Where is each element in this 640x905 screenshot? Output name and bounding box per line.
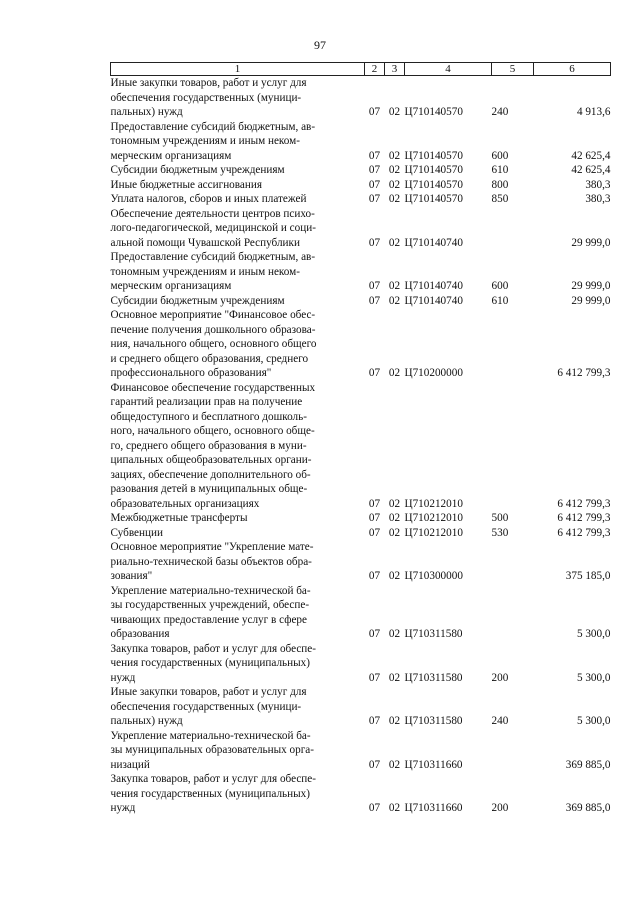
- table-row: [111, 120, 611, 164]
- table-row: [111, 729, 611, 773]
- row-name-line: обеспечения государственных (муници-: [110, 700, 302, 713]
- table-row: [111, 250, 611, 294]
- expense-type-code: 530: [491, 526, 509, 539]
- target-article-code: Ц710300000: [404, 570, 463, 582]
- target-article-code: Ц710311580: [404, 628, 463, 640]
- row-name-line: зациях, обеспечение дополнительного об-: [110, 468, 311, 481]
- expense-type-code: [492, 308, 534, 381]
- row-name: [111, 729, 365, 773]
- expense-type-code: [492, 584, 534, 642]
- row-name-line: образовательных организациях: [110, 497, 260, 510]
- header-row: [111, 63, 611, 76]
- row-name: [111, 526, 365, 541]
- row-name-line: Уплата налогов, сборов и иных платежей: [110, 193, 307, 205]
- target-article-code: Ц710140740: [404, 236, 463, 249]
- row-name-line: го, среднего общего образования в муни-: [110, 439, 307, 452]
- subsection-code: 02: [388, 802, 401, 814]
- target-article-code: Ц710212010: [404, 497, 463, 510]
- table-row: [111, 584, 611, 642]
- row-name-line: и среднего общего образования, среднего: [110, 352, 309, 365]
- row-name-line: ния, начального общего, основного общего: [110, 338, 317, 350]
- target-article-code: Ц710311660: [404, 758, 463, 771]
- row-name: [111, 642, 365, 686]
- row-name-line: ного, начального общего, основного обще-: [110, 425, 315, 437]
- table-row: [111, 76, 611, 120]
- row-name-line: тономным учреждениям и иным неком-: [110, 265, 300, 278]
- section-code: 07: [368, 628, 381, 640]
- subsection-code: 02: [388, 671, 401, 684]
- row-name: [111, 584, 365, 642]
- subsection-code: 02: [388, 178, 401, 191]
- amount-value: 29 999,0: [571, 280, 611, 292]
- table-body: [111, 76, 611, 816]
- column-header-1: 1: [111, 63, 365, 76]
- row-name-line: ципальных общеобразовательных органи-: [110, 454, 312, 466]
- table-row: [111, 163, 611, 178]
- row-name-line: мерческим организациям: [110, 149, 232, 162]
- section-code: 07: [368, 497, 381, 510]
- expense-type-code: [492, 729, 534, 773]
- target-article-code: Ц710140570: [404, 178, 463, 191]
- row-name-line: зования": [110, 570, 153, 582]
- target-article-code: Ц710140570: [404, 149, 463, 162]
- expense-type-code: 610: [491, 164, 509, 176]
- amount-value: 29 999,0: [571, 236, 611, 249]
- table-row: [111, 381, 611, 512]
- table-row: [111, 685, 611, 729]
- table-row: [111, 178, 611, 193]
- section-code: 07: [368, 106, 381, 118]
- subsection-code: 02: [388, 715, 401, 727]
- row-name-line: Субвенции: [110, 526, 163, 539]
- target-article-code: Ц710311660: [404, 802, 463, 814]
- target-article-code: Ц710212010: [404, 526, 463, 539]
- row-name-line: нужд: [110, 671, 136, 684]
- column-header-2: 2: [365, 63, 385, 76]
- row-name-line: Предоставление субсидий бюджетным, ав-: [110, 120, 316, 133]
- section-code: 07: [368, 512, 381, 524]
- amount-value: 5 300,0: [576, 671, 611, 684]
- amount-value: 42 625,4: [571, 149, 611, 162]
- row-name-line: Субсидии бюджетным учреждениям: [110, 164, 285, 176]
- row-name-line: зы государственных учреждений, обеспе-: [110, 599, 310, 611]
- row-name-line: Иные закупки товаров, работ и услуг для: [110, 77, 307, 89]
- expense-type-code: [492, 540, 534, 584]
- expense-type-code: 800: [491, 178, 509, 191]
- section-code: 07: [368, 715, 381, 727]
- section-code: 07: [368, 193, 381, 205]
- row-name-line: лого-педагогической, медицинской и соци-: [110, 222, 316, 234]
- subsection-code: 02: [388, 164, 401, 176]
- row-name: [111, 685, 365, 729]
- section-code: 07: [368, 526, 381, 539]
- column-header-6: 6: [534, 63, 611, 76]
- row-name-line: разования детей в муниципальных обще-: [110, 483, 308, 495]
- section-code: 07: [368, 178, 381, 191]
- row-name-line: Закупка товаров, работ и услуг для обеспе-: [110, 642, 316, 655]
- target-article-code: Ц710311580: [404, 715, 463, 727]
- row-name-line: зы муниципальных образовательных орга-: [110, 744, 314, 756]
- row-name-line: Укрепление материально-технической ба-: [110, 729, 311, 742]
- amount-value: 5 300,0: [576, 715, 611, 727]
- table-row: [111, 207, 611, 251]
- subsection-code: 02: [388, 149, 401, 162]
- subsection-code: 02: [388, 512, 401, 524]
- subsection-code: 02: [388, 526, 401, 539]
- amount-value: 6 412 799,3: [557, 526, 611, 539]
- row-name-line: нужд: [110, 802, 136, 814]
- target-article-code: Ц710212010: [404, 512, 463, 524]
- section-code: 07: [368, 367, 381, 379]
- budget-table: [110, 62, 611, 816]
- expense-type-code: 200: [491, 671, 509, 684]
- row-name-line: Иные бюджетные ассигнования: [110, 178, 262, 191]
- expense-type-code: 240: [491, 106, 509, 118]
- section-code: 07: [368, 280, 381, 292]
- row-name-line: Закупка товаров, работ и услуг для обеспе-: [110, 773, 316, 785]
- table-row: [111, 511, 611, 526]
- amount-value: 29 999,0: [571, 294, 611, 307]
- column-header-3: 3: [385, 63, 405, 76]
- column-header-5: 5: [492, 63, 534, 76]
- row-name: [111, 207, 365, 251]
- amount-value: 380,3: [585, 193, 611, 205]
- amount-value: 380,3: [585, 178, 611, 191]
- amount-value: 4 913,6: [576, 106, 611, 118]
- row-name-line: профессионального образования": [110, 367, 272, 379]
- target-article-code: Ц710140570: [404, 106, 463, 118]
- table-row: [111, 540, 611, 584]
- row-name-line: Укрепление материально-технической ба-: [110, 584, 311, 597]
- expense-type-code: 610: [491, 294, 509, 307]
- table-header: [111, 63, 611, 76]
- row-name-line: чения государственных (муниципальных): [110, 657, 310, 669]
- subsection-code: 02: [388, 193, 401, 205]
- row-name-line: Основное мероприятие "Укрепление мате-: [110, 541, 314, 553]
- amount-value: 5 300,0: [576, 628, 611, 640]
- subsection-code: 02: [388, 570, 401, 582]
- expense-type-code: 600: [491, 149, 509, 162]
- page-number: 97: [314, 38, 326, 52]
- section-code: 07: [368, 758, 381, 771]
- row-name: [111, 250, 365, 294]
- amount-value: 6 412 799,3: [557, 367, 611, 379]
- table-row: [111, 526, 611, 541]
- row-name: [111, 772, 365, 816]
- row-name-line: обеспечения государственных (муници-: [110, 91, 302, 104]
- amount-value: 375 185,0: [565, 570, 611, 582]
- section-code: 07: [368, 570, 381, 582]
- row-name-line: печение получения дошкольного образова-: [110, 323, 316, 336]
- table-row: [111, 772, 611, 816]
- amount-value: 6 412 799,3: [557, 512, 611, 524]
- row-name-line: пальных) нужд: [110, 106, 183, 118]
- section-code: 07: [368, 802, 381, 814]
- amount-value: 42 625,4: [571, 164, 611, 176]
- subsection-code: 02: [388, 628, 401, 640]
- row-name-line: чения государственных (муниципальных): [110, 787, 310, 800]
- row-name: [111, 308, 365, 381]
- row-name: [111, 381, 365, 512]
- table-row: [111, 294, 611, 309]
- target-article-code: Ц710140570: [404, 164, 463, 176]
- subsection-code: 02: [388, 497, 401, 510]
- section-code: 07: [368, 164, 381, 176]
- row-name: [111, 163, 365, 178]
- row-name-line: риально-технической базы объектов обра-: [110, 555, 312, 568]
- target-article-code: Ц710140570: [404, 193, 463, 205]
- amount-value: 369 885,0: [565, 802, 611, 814]
- section-code: 07: [368, 149, 381, 162]
- table-row: [111, 192, 611, 207]
- section-code: 07: [368, 671, 381, 684]
- row-name: [111, 76, 365, 120]
- amount-value: 6 412 799,3: [557, 497, 611, 510]
- row-name-line: Иные закупки товаров, работ и услуг для: [110, 686, 307, 698]
- subsection-code: 02: [388, 236, 401, 249]
- row-name-line: альной помощи Чувашской Республики: [110, 236, 300, 249]
- subsection-code: 02: [388, 758, 401, 771]
- row-name-line: пальных) нужд: [110, 715, 183, 727]
- row-name: [111, 540, 365, 584]
- row-name-line: Основное мероприятие "Финансовое обес-: [110, 309, 316, 321]
- row-name-line: Предоставление субсидий бюджетным, ав-: [110, 251, 316, 263]
- row-name: [111, 192, 365, 207]
- row-name-line: мерческим организациям: [110, 280, 232, 292]
- expense-type-code: 600: [491, 280, 509, 292]
- row-name: [111, 120, 365, 164]
- expense-type-code: 500: [491, 512, 509, 524]
- row-name-line: чивающих предоставление услуг в сфере: [110, 613, 307, 626]
- row-name-line: Межбюджетные трансферты: [110, 512, 248, 524]
- target-article-code: Ц710140740: [404, 280, 463, 292]
- expense-type-code: 200: [491, 802, 509, 814]
- row-name-line: общедоступного и бесплатного дошколь-: [110, 410, 307, 423]
- subsection-code: 02: [388, 367, 401, 379]
- section-code: 07: [368, 236, 381, 249]
- row-name: [111, 294, 365, 309]
- subsection-code: 02: [388, 280, 401, 292]
- expense-type-code: 850: [491, 193, 509, 205]
- row-name: [111, 511, 365, 526]
- row-name-line: Субсидии бюджетным учреждениям: [110, 294, 285, 307]
- expense-type-code: [492, 207, 534, 251]
- row-name-line: образования: [110, 628, 170, 640]
- expense-type-code: 240: [491, 715, 509, 727]
- subsection-code: 02: [388, 106, 401, 118]
- row-name-line: Обеспечение деятельности центров психо-: [110, 207, 315, 220]
- section-code: 07: [368, 294, 381, 307]
- row-name-line: Финансовое обеспечение государственных: [110, 381, 316, 394]
- target-article-code: Ц710311580: [404, 671, 463, 684]
- row-name-line: гарантий реализации прав на получение: [110, 396, 303, 408]
- row-name-line: низаций: [110, 758, 150, 771]
- column-header-4: 4: [405, 63, 492, 76]
- row-name: [111, 178, 365, 193]
- amount-value: 369 885,0: [565, 758, 611, 771]
- table-row: [111, 308, 611, 381]
- row-name-line: тономным учреждениям и иным неком-: [110, 135, 300, 147]
- expense-type-code: [492, 381, 534, 512]
- subsection-code: 02: [388, 294, 401, 307]
- target-article-code: Ц710140740: [404, 294, 463, 307]
- table-row: [111, 642, 611, 686]
- target-article-code: Ц710200000: [404, 367, 463, 379]
